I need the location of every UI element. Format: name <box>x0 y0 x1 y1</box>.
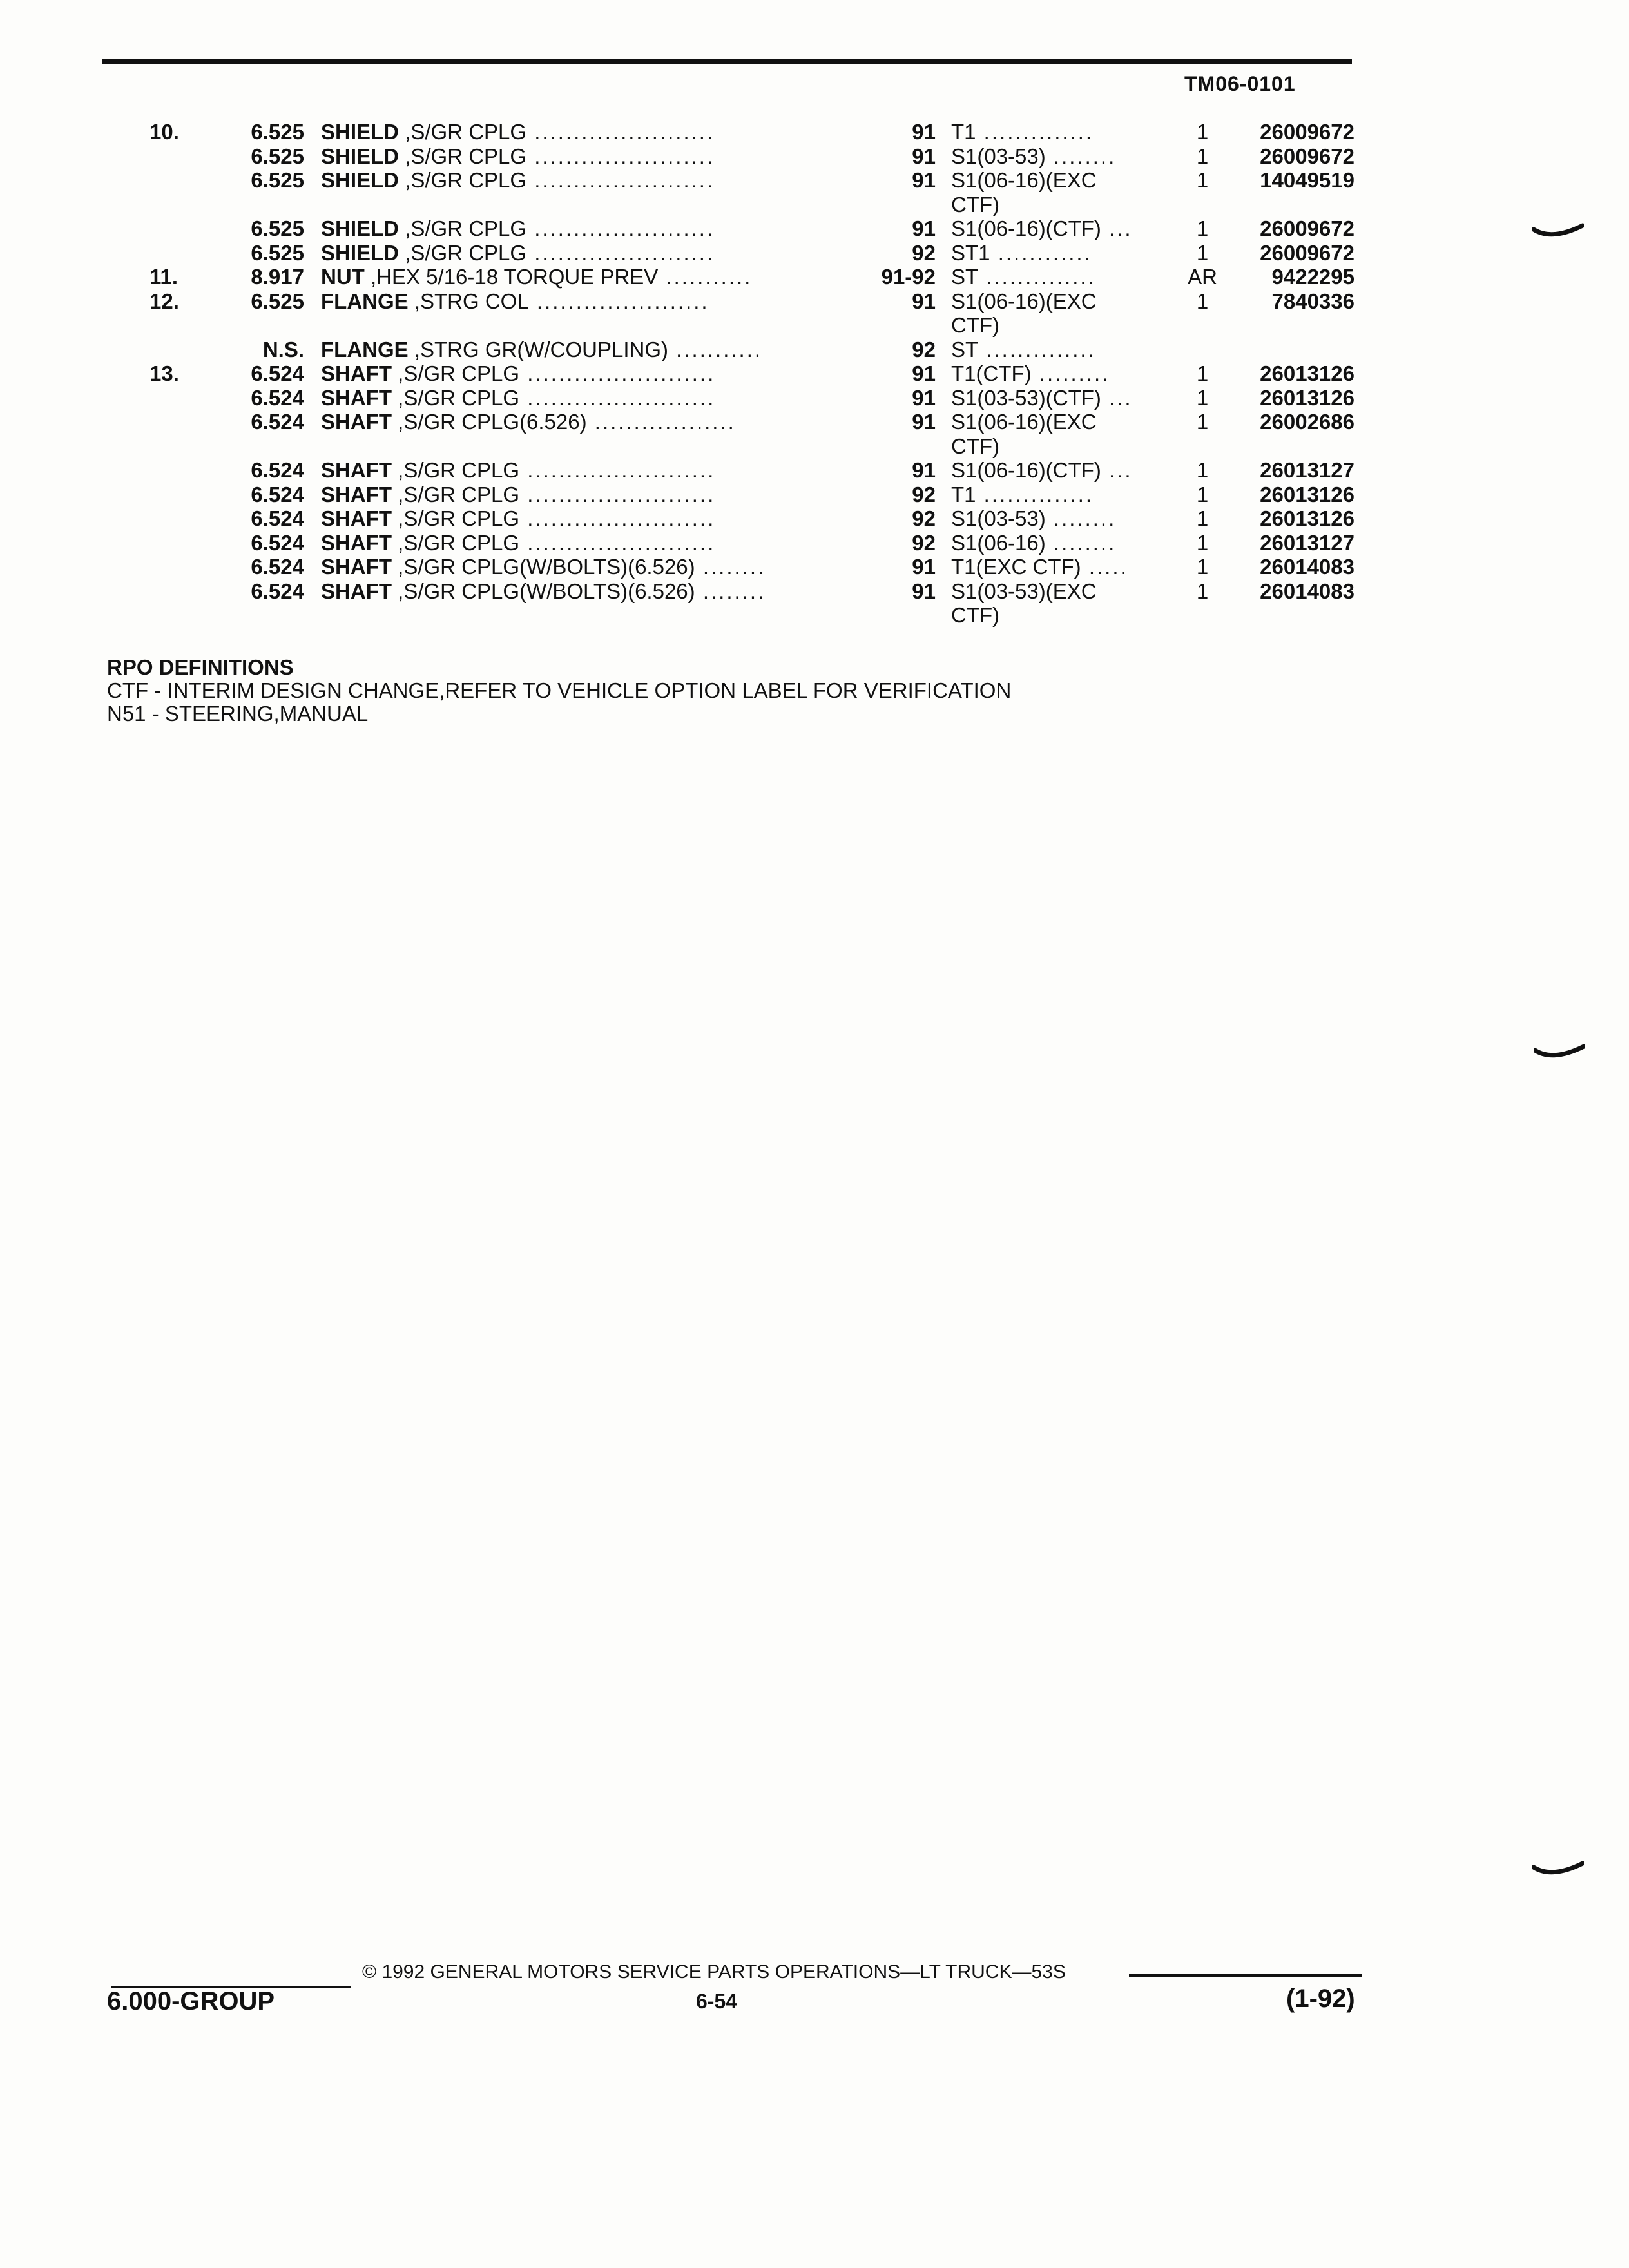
part-description <box>321 458 849 483</box>
model-year: 91 <box>912 120 936 144</box>
model-year: 92 <box>912 240 936 265</box>
leader-dots: ........ <box>1045 530 1117 555</box>
leader-dots: ........ <box>695 555 766 579</box>
rpo-definition-n51: N51 - STEERING,MANUAL <box>107 702 369 726</box>
model-year: 91 <box>912 289 936 313</box>
part-number: 14049519 <box>1260 168 1354 192</box>
part-name: SHIELD <box>321 144 400 168</box>
part-number: 26009672 <box>1260 240 1354 265</box>
leader-dots: ...................... <box>528 289 709 313</box>
quantity: 1 <box>1196 530 1209 555</box>
part-name: SHAFT <box>321 458 392 482</box>
part-description <box>321 144 849 169</box>
model-continuation: CTF) <box>951 434 1000 458</box>
group-number: 6.524 <box>251 579 304 603</box>
part-row <box>0 555 1629 579</box>
top-rule <box>102 59 1352 64</box>
leader-dots: ........ <box>1045 144 1117 168</box>
model-year: 91 <box>912 361 936 385</box>
group-number: 6.524 <box>251 458 304 482</box>
part-row-continuation <box>0 313 1629 338</box>
leader-dots: .................. <box>586 410 736 434</box>
quantity: AR <box>1188 265 1217 289</box>
model-text: ST <box>951 337 979 361</box>
rpo-definitions <box>107 656 1011 726</box>
part-name: SHAFT <box>321 361 392 385</box>
leader-dots: ........................ <box>519 361 716 385</box>
part-description <box>321 386 849 410</box>
group-number: 6.525 <box>251 144 304 168</box>
quantity: 1 <box>1196 410 1209 434</box>
model-year: 91 <box>912 168 936 192</box>
part-name: SHAFT <box>321 555 392 579</box>
group-number: 6.525 <box>251 120 304 144</box>
quantity: 1 <box>1196 240 1209 265</box>
model-code <box>951 361 1170 386</box>
part-row <box>0 216 1629 241</box>
part-number: 26009672 <box>1260 144 1354 168</box>
part-row <box>0 410 1629 434</box>
group-number: 6.524 <box>251 385 304 410</box>
quantity: 1 <box>1196 216 1209 240</box>
leader-dots: ....................... <box>526 144 715 168</box>
leader-dots: .............. <box>978 265 1096 289</box>
part-row <box>0 579 1629 604</box>
model-text: T1(EXC CTF) <box>951 555 1081 579</box>
part-description <box>321 410 849 434</box>
part-name: NUT <box>321 265 365 289</box>
quantity: 1 <box>1196 506 1209 530</box>
part-number: 9422295 <box>1271 265 1354 289</box>
leader-dots: .............. <box>978 337 1096 361</box>
model-continuation: CTF) <box>951 192 1000 216</box>
model-year: 92 <box>912 337 936 361</box>
leader-dots: ... <box>1101 458 1133 482</box>
leader-dots: .............. <box>976 120 1094 144</box>
model-code <box>951 410 1170 434</box>
leader-dots: ....................... <box>526 216 715 240</box>
part-row <box>0 241 1629 265</box>
model-code <box>951 531 1170 555</box>
part-row <box>0 144 1629 169</box>
part-name: FLANGE <box>321 289 409 313</box>
model-text: S1(03-53) <box>951 506 1046 530</box>
model-year: 92 <box>912 530 936 555</box>
leader-dots: ........................ <box>519 458 716 482</box>
leader-dots: ........................ <box>519 506 716 530</box>
leader-dots: ... <box>1101 216 1133 240</box>
part-description <box>321 361 849 386</box>
part-row <box>0 361 1629 386</box>
model-code <box>951 338 1170 362</box>
ref-number: 12. <box>149 289 179 313</box>
page-curl-mark <box>1534 1044 1585 1059</box>
part-row <box>0 168 1629 193</box>
model-code <box>951 579 1170 604</box>
part-number: 26013127 <box>1260 458 1354 482</box>
part-row <box>0 458 1629 483</box>
part-description <box>321 265 849 289</box>
part-number: 26013126 <box>1260 361 1354 385</box>
part-number: 7840336 <box>1271 289 1354 313</box>
quantity: 1 <box>1196 458 1209 482</box>
part-number: 26013126 <box>1260 482 1354 506</box>
model-code <box>951 216 1170 241</box>
part-description <box>321 555 849 579</box>
quantity: 1 <box>1196 555 1209 579</box>
model-text: S1(06-16) <box>951 530 1046 555</box>
part-description <box>321 338 849 362</box>
part-name: SHAFT <box>321 530 392 555</box>
part-name: SHAFT <box>321 482 392 506</box>
model-code <box>951 241 1170 265</box>
description-text: ,S/GR CPLG(W/BOLTS)(6.526) <box>392 555 695 579</box>
model-code <box>951 120 1170 144</box>
group-number: 6.525 <box>251 289 304 313</box>
part-number: 26014083 <box>1260 555 1354 579</box>
part-description <box>321 579 849 604</box>
group-number: 6.524 <box>251 361 304 385</box>
quantity: 1 <box>1196 168 1209 192</box>
model-text: S1(03-53)(CTF) <box>951 385 1101 410</box>
leader-dots: ........................ <box>519 482 716 506</box>
part-number: 26009672 <box>1260 120 1354 144</box>
part-name: SHIELD <box>321 216 400 240</box>
group-number: 6.525 <box>251 240 304 265</box>
ref-number: 13. <box>149 361 179 385</box>
description-text: ,S/GR CPLG <box>392 385 520 410</box>
model-code <box>951 458 1170 483</box>
model-text: S1(06-16)(EXC <box>951 168 1097 192</box>
part-row <box>0 386 1629 410</box>
part-row <box>0 506 1629 531</box>
group-number: 6.525 <box>251 216 304 240</box>
part-description <box>321 168 849 193</box>
part-name: SHAFT <box>321 506 392 530</box>
model-year: 91 <box>912 458 936 482</box>
description-text: ,S/GR CPLG <box>399 144 527 168</box>
model-text: T1 <box>951 120 976 144</box>
model-continuation: CTF) <box>951 313 1000 337</box>
model-text: ST <box>951 265 979 289</box>
part-name: SHAFT <box>321 385 392 410</box>
model-code <box>951 386 1170 410</box>
leader-dots: ............ <box>990 240 1092 265</box>
part-description <box>321 216 849 241</box>
part-number: 26014083 <box>1260 579 1354 603</box>
footer-copyright: © 1992 GENERAL MOTORS SERVICE PARTS OPERATIONS—LT TRUCK—53S <box>362 1961 1066 1983</box>
model-text: S1(03-53) <box>951 144 1046 168</box>
description-text: ,STRG COL <box>408 289 529 313</box>
description-text: ,S/GR CPLG <box>399 240 527 265</box>
footer-rule-right <box>1129 1974 1362 1977</box>
model-code <box>951 555 1170 579</box>
leader-dots: ......... <box>1031 361 1110 385</box>
rpo-title: RPO DEFINITIONS <box>107 655 294 679</box>
part-number: 26013126 <box>1260 385 1354 410</box>
model-code <box>951 265 1170 289</box>
ref-number: 10. <box>149 120 179 144</box>
group-number: 8.917 <box>251 265 304 289</box>
group-number: 6.524 <box>251 482 304 506</box>
part-number: 26013127 <box>1260 530 1354 555</box>
leader-dots: ........... <box>658 265 753 289</box>
description-text: ,S/GR CPLG <box>399 216 527 240</box>
model-year: 92 <box>912 506 936 530</box>
model-text: S1(03-53)(EXC <box>951 579 1097 603</box>
model-year: 91 <box>912 385 936 410</box>
part-description <box>321 289 849 314</box>
quantity: 1 <box>1196 482 1209 506</box>
group-number: 6.525 <box>251 168 304 192</box>
ref-number: 11. <box>149 265 178 289</box>
page-curl-mark <box>1532 1861 1584 1876</box>
description-text: ,S/GR CPLG(W/BOLTS)(6.526) <box>392 579 695 603</box>
leader-dots: ........................ <box>519 530 716 555</box>
document-code: TM06-0101 <box>1184 72 1296 95</box>
model-continuation: CTF) <box>951 603 1000 627</box>
part-name: FLANGE <box>321 337 409 361</box>
leader-dots: ....................... <box>526 168 715 192</box>
model-text: T1(CTF) <box>951 361 1032 385</box>
part-description <box>321 120 849 144</box>
part-row <box>0 120 1629 144</box>
description-text: ,S/GR CPLG <box>392 530 520 555</box>
description-text: ,S/GR CPLG <box>399 120 527 144</box>
footer-date: (1-92) <box>1286 1984 1355 2013</box>
model-code <box>951 168 1170 193</box>
model-text: S1(06-16)(CTF) <box>951 216 1101 240</box>
part-description <box>321 506 849 531</box>
description-text: ,S/GR CPLG <box>392 506 520 530</box>
model-text: S1(06-16)(EXC <box>951 289 1097 313</box>
leader-dots: ........... <box>668 337 763 361</box>
leader-dots: ....................... <box>526 240 715 265</box>
description-text: ,S/GR CPLG(6.526) <box>392 410 587 434</box>
group-number: 6.524 <box>251 506 304 530</box>
part-row <box>0 265 1629 289</box>
footer-page-number: 6-54 <box>696 1990 738 2013</box>
part-description <box>321 531 849 555</box>
model-text: S1(06-16)(CTF) <box>951 458 1101 482</box>
quantity: 1 <box>1196 385 1209 410</box>
part-number: 26002686 <box>1260 410 1354 434</box>
model-code <box>951 289 1170 314</box>
part-name: SHIELD <box>321 120 400 144</box>
part-row-continuation <box>0 434 1629 459</box>
part-name: SHIELD <box>321 240 400 265</box>
part-row <box>0 289 1629 314</box>
leader-dots: ........ <box>1045 506 1117 530</box>
part-row <box>0 531 1629 555</box>
rpo-definition-ctf: CTF - INTERIM DESIGN CHANGE,REFER TO VEHICLE OPTION LABEL FOR VERIFICATION <box>107 678 1012 702</box>
part-row-continuation <box>0 603 1629 628</box>
model-year: 91 <box>912 410 936 434</box>
model-text: S1(06-16)(EXC <box>951 410 1097 434</box>
model-year: 91 <box>912 144 936 168</box>
model-code <box>951 506 1170 531</box>
leader-dots: ... <box>1101 385 1133 410</box>
part-number: 26013126 <box>1260 506 1354 530</box>
model-year: 91-92 <box>881 265 936 289</box>
part-name: SHAFT <box>321 410 392 434</box>
model-year: 91 <box>912 579 936 603</box>
model-year: 91 <box>912 216 936 240</box>
model-year: 92 <box>912 482 936 506</box>
part-name: SHAFT <box>321 579 392 603</box>
model-text: ST1 <box>951 240 990 265</box>
description-text: ,STRG GR(W/COUPLING) <box>408 337 669 361</box>
model-text: T1 <box>951 482 976 506</box>
parts-list <box>0 120 1629 628</box>
description-text: ,S/GR CPLG <box>392 482 520 506</box>
part-row <box>0 338 1629 362</box>
part-row <box>0 483 1629 507</box>
part-row-continuation <box>0 193 1629 217</box>
model-code <box>951 144 1170 169</box>
group-number: 6.524 <box>251 555 304 579</box>
leader-dots: ..... <box>1081 555 1128 579</box>
group-number: N.S. <box>262 337 304 361</box>
leader-dots: .............. <box>976 482 1094 506</box>
quantity: 1 <box>1196 579 1209 603</box>
quantity: 1 <box>1196 144 1209 168</box>
description-text: ,S/GR CPLG <box>392 458 520 482</box>
part-description <box>321 483 849 507</box>
description-text: ,S/GR CPLG <box>392 361 520 385</box>
model-year: 91 <box>912 555 936 579</box>
group-number: 6.524 <box>251 410 304 434</box>
quantity: 1 <box>1196 289 1209 313</box>
footer-group: 6.000-GROUP <box>107 1987 275 2015</box>
leader-dots: ........................ <box>519 385 716 410</box>
page-curl-mark <box>1532 223 1584 238</box>
quantity: 1 <box>1196 361 1209 385</box>
description-text: ,S/GR CPLG <box>399 168 527 192</box>
leader-dots: ....................... <box>526 120 715 144</box>
leader-dots: ........ <box>695 579 766 603</box>
part-number: 26009672 <box>1260 216 1354 240</box>
model-code <box>951 483 1170 507</box>
description-text: ,HEX 5/16-18 TORQUE PREV <box>364 265 659 289</box>
part-description <box>321 241 849 265</box>
quantity: 1 <box>1196 120 1209 144</box>
part-name: SHIELD <box>321 168 400 192</box>
group-number: 6.524 <box>251 530 304 555</box>
